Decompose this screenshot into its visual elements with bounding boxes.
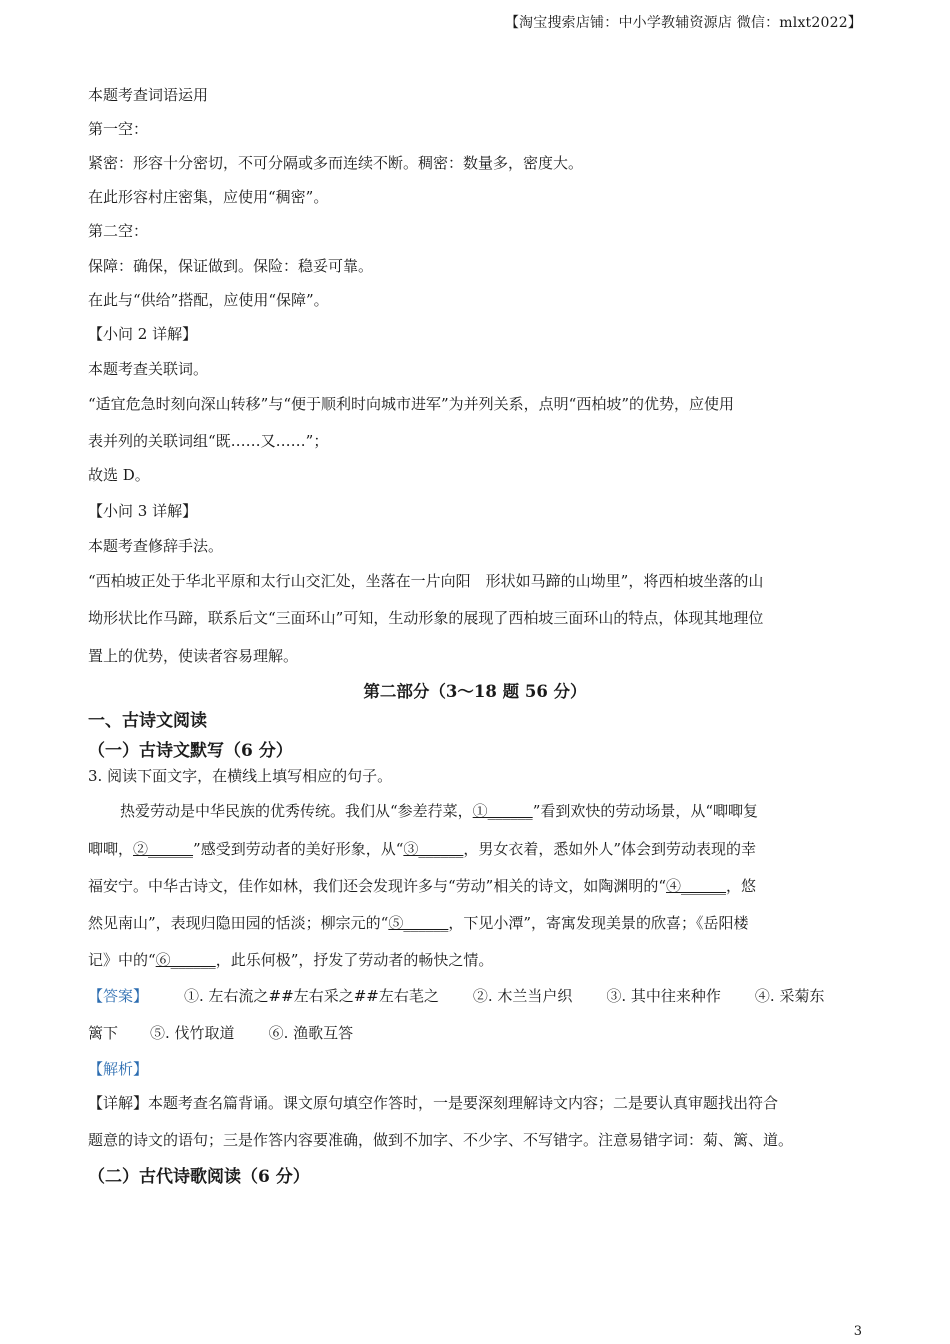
analysis-line: 在此与“供给”搭配，应使用“保障”。	[88, 291, 329, 309]
answer-label: 【答案】	[88, 987, 149, 1005]
detail-label: 【详解】	[88, 1094, 149, 1112]
subsection-title: （二）古代诗歌阅读（6 分）	[88, 1167, 310, 1187]
q3-line: 坳形状比作马蹄，联系后文“三面环山”可知，生动形象的展现了西柏坡三面环山的特点，体现其地理位	[88, 609, 764, 627]
q2-line: 表并列的关联词组“既……又……”；	[88, 432, 329, 450]
blank-2: ②______	[133, 840, 194, 858]
detail-line: 【详解】本题考查名篇背诵。课文原句填空作答时，一是要深刻理解诗文内容；二是要认真审题找出符合	[88, 1094, 779, 1112]
detail-line: 题意的诗文的语句；三是作答内容要准确，做到不加字、不少字、不写错字。注意易错字词：菊、篱、道。	[88, 1131, 794, 1149]
subsection-title: （一）古诗文默写（6 分）	[88, 741, 293, 761]
answer-3: ③. 其中往来种作	[606, 987, 721, 1005]
answer-5: ⑤. 伐竹取道	[150, 1024, 235, 1042]
blank-5: ⑤______	[388, 914, 449, 932]
answer-6: ⑥. 渔歌互答	[268, 1024, 354, 1042]
q2-line: 本题考查关联词。	[88, 360, 209, 378]
q3-line: 本题考查修辞手法。	[88, 537, 224, 555]
blank-4: ④______	[666, 877, 727, 895]
q2-line: 故选 D。	[88, 466, 150, 484]
answer-line	[88, 1022, 353, 1043]
analysis-line: 本题考查词语运用	[88, 86, 209, 104]
q2-line: “适宜危急时刻向深山转移”与“便于顺利时向城市进军”为并列关系，点明“西柏坡”的优势，应使用	[88, 395, 735, 413]
analysis-line: 紧密：形容十分密切，不可分隔或多而连续不断。稠密：数量多，密度大。	[88, 154, 584, 172]
analysis-line: 在此形容村庄密集，应使用“稠密”。	[88, 188, 329, 206]
answer-4: ④. 采菊东	[754, 987, 825, 1005]
q3-line: “西柏坡正处于华北平原和太行山交汇处，坐落在一片向阳 形状如马蹄的山坳里”，将西柏坡坐落的山	[88, 572, 764, 590]
analysis-line: 第一空：	[88, 120, 149, 138]
page-header: 【淘宝搜索店铺：中小学教辅资源店 微信：mlxt2022】	[504, 15, 862, 31]
blank-1: ①______	[472, 802, 533, 820]
passage-line: 福安宁。中华古诗文，佳作如林，我们还会发现许多与“劳动”相关的诗文，如陶渊明的“④______，悠	[88, 877, 757, 895]
answer-2: ②. 木兰当户织	[472, 987, 573, 1005]
passage-line: 记》中的“⑥______，此乐何极”，抒发了劳动者的畅快之情。	[88, 951, 494, 969]
answer-line	[88, 985, 824, 1006]
q2-heading: 【小问 2 详解】	[88, 325, 198, 343]
analysis-line: 保障：确保，保证做到。保险：稳妥可靠。	[88, 257, 374, 275]
passage-line: 热爱劳动是中华民族的优秀传统。我们从“参差荇菜，①______”看到欢快的劳动场景，从“唧唧复	[120, 802, 759, 820]
analysis-label: 【解析】	[88, 1060, 149, 1078]
q3-line: 置上的优势，使读者容易理解。	[88, 647, 299, 665]
question-prompt: 3. 阅读下面文字，在横线上填写相应的句子。	[88, 767, 393, 785]
page-number: 3	[853, 1324, 862, 1339]
q3-heading: 【小问 3 详解】	[88, 502, 198, 520]
part-title: 第二部分（3～18 题 56 分）	[363, 682, 587, 701]
passage-line: 然见南山”，表现归隐田园的恬淡；柳宗元的“⑤______，下见小潭”，寄寓发现美景的欣喜；《岳阳楼	[88, 914, 749, 932]
passage-line: 唧唧，②______”感受到劳动者的美好形象，从“③______，男女衣着，悉如外人”体会到劳动表现的幸	[88, 840, 757, 858]
section-title: 一、古诗文阅读	[88, 711, 207, 731]
blank-6: ⑥______	[155, 951, 216, 969]
blank-3: ③______	[403, 840, 464, 858]
analysis-line: 第二空：	[88, 222, 149, 240]
answer-4-cont: 篱下	[88, 1024, 119, 1042]
answer-1: ①. 左右流之##左右采之##左右芼之	[184, 987, 439, 1005]
